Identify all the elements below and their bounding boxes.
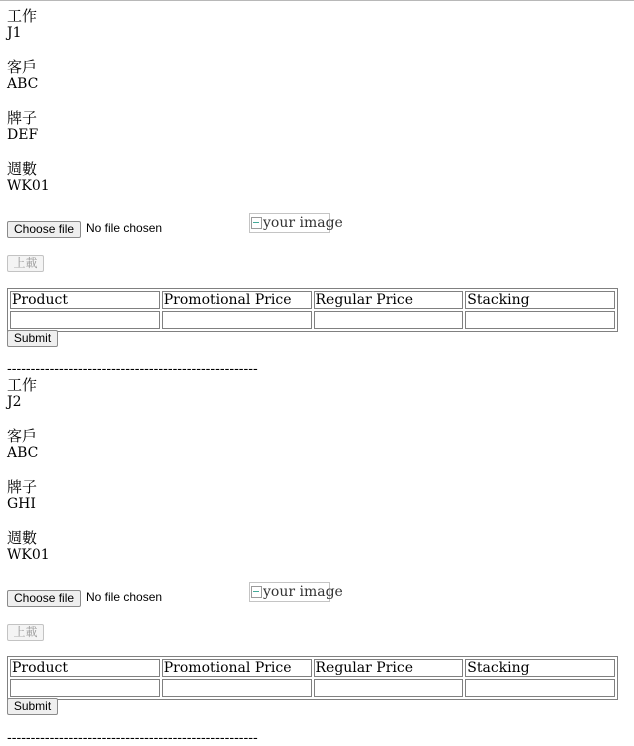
regular-price-input[interactable]	[314, 679, 464, 697]
image-placeholder	[249, 213, 343, 233]
week-value: WK01	[7, 547, 50, 563]
job-block-1	[0, 1, 634, 377]
table-header-row	[10, 659, 615, 677]
product-input[interactable]	[10, 311, 160, 329]
brand-value: GHI	[7, 496, 36, 512]
header-regular-price: Regular Price	[314, 291, 464, 309]
client-label: 客戶	[7, 58, 38, 76]
header-regular-price: Regular Price	[314, 659, 464, 677]
client-value: ABC	[7, 445, 39, 461]
promotional-price-input[interactable]	[162, 311, 312, 329]
choose-file-button[interactable]: Choose file	[7, 590, 81, 607]
submit-button[interactable]: Submit	[7, 330, 58, 347]
regular-price-input[interactable]	[314, 311, 464, 329]
price-table	[7, 656, 618, 700]
client-label: 客戶	[7, 427, 38, 445]
file-status-text: No file chosen	[86, 221, 163, 235]
stacking-input[interactable]	[465, 679, 615, 697]
file-status-text: No file chosen	[86, 590, 163, 604]
product-input[interactable]	[10, 679, 160, 697]
header-stacking: Stacking	[465, 659, 615, 677]
image-placeholder	[249, 582, 343, 602]
price-table	[7, 288, 618, 332]
brand-label: 牌子	[7, 478, 38, 496]
image-alt-text: your image	[263, 584, 343, 600]
job-label: 工作	[7, 376, 38, 394]
header-promotional-price: Promotional Price	[162, 291, 312, 309]
header-product: Product	[10, 291, 160, 309]
image-alt-text: your image	[263, 215, 343, 231]
brand-label: 牌子	[7, 109, 38, 127]
client-value: ABC	[7, 76, 39, 92]
table-input-row	[10, 311, 615, 329]
upload-button[interactable]: 上載	[7, 624, 44, 641]
stacking-input[interactable]	[465, 311, 615, 329]
table-header-row	[10, 291, 615, 309]
header-promotional-price: Promotional Price	[162, 659, 312, 677]
broken-image-icon	[251, 217, 262, 229]
promotional-price-input[interactable]	[162, 679, 312, 697]
upload-button[interactable]: 上載	[7, 255, 44, 272]
week-value: WK01	[7, 178, 50, 194]
brand-value: DEF	[7, 127, 39, 143]
separator-line: -----------------------------------------------------	[7, 361, 258, 377]
job-label: 工作	[7, 7, 38, 25]
separator-line: -----------------------------------------------------	[7, 730, 258, 746]
header-stacking: Stacking	[465, 291, 615, 309]
week-label: 週數	[7, 160, 38, 178]
job-block-2	[0, 370, 634, 746]
broken-image-icon	[251, 586, 262, 598]
choose-file-button[interactable]: Choose file	[7, 221, 81, 238]
job-value: J1	[7, 25, 22, 41]
week-label: 週數	[7, 529, 38, 547]
table-input-row	[10, 679, 615, 697]
header-product: Product	[10, 659, 160, 677]
submit-button[interactable]: Submit	[7, 698, 58, 715]
job-value: J2	[7, 394, 22, 410]
